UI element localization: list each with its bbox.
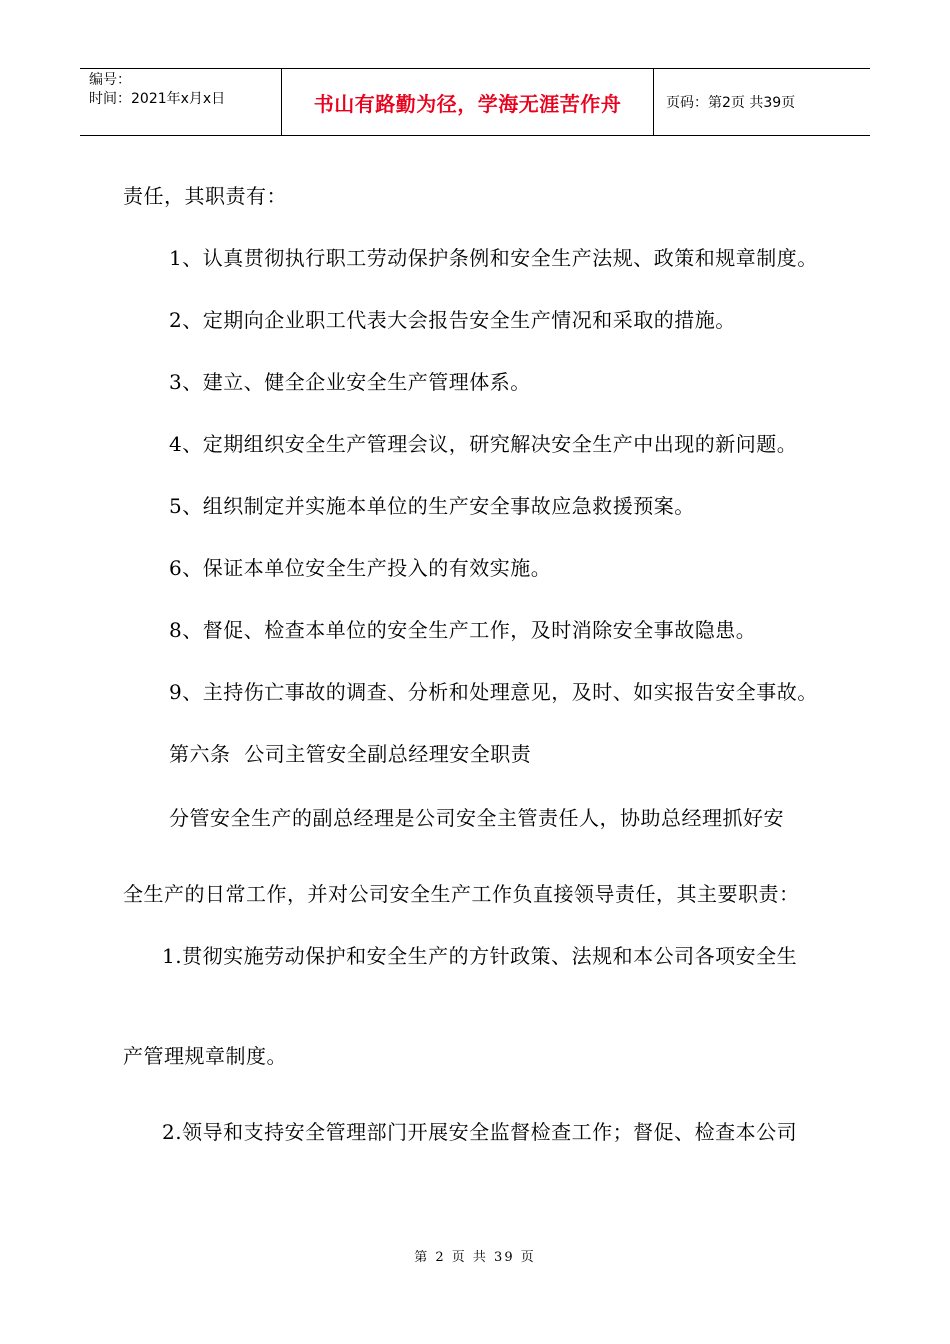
list-item: 2.领导和支持安全管理部门开展安全监督检查工作；督促、检查本公司 (162, 1120, 798, 1144)
list-item: 4、定期组织安全生产管理会议，研究解决安全生产中出现的新问题。 (169, 432, 798, 456)
list-item: 2、定期向企业职工代表大会报告安全生产情况和采取的措施。 (169, 308, 736, 332)
list-item: 1、认真贯彻执行职工劳动保护条例和安全生产法规、政策和规章制度。 (169, 246, 818, 270)
paragraph-line: 全生产的日常工作，并对公司安全生产工作负直接领导责任，其主要职责： (123, 882, 800, 906)
list-item: 3、建立、健全企业安全生产管理体系。 (169, 370, 531, 394)
paragraph-line: 责任，其职责有： (123, 184, 287, 208)
page-footer: 第 2 页 共 39 页 (414, 1250, 536, 1265)
list-item: 8、督促、检查本单位的安全生产工作，及时消除安全事故隐患。 (169, 618, 757, 642)
paragraph-line: 分管安全生产的副总经理是公司安全主管责任人，协助总经理抓好安 (169, 806, 784, 830)
list-item: 9、主持伤亡事故的调查、分析和处理意见，及时、如实报告安全事故。 (169, 680, 818, 704)
document-number-label: 编号： (89, 72, 131, 88)
header-page-info: 页码：第2页 共39页 (666, 95, 796, 111)
document-date: 时间：2021年x月x日 (89, 91, 226, 107)
document-header (80, 68, 870, 136)
section-heading: 第六条 公司主管安全副总经理安全职责 (169, 742, 532, 766)
header-slogan: 书山有路勤为径，学海无涯苦作舟 (281, 69, 654, 135)
paragraph-line: 产管理规章制度。 (123, 1044, 287, 1068)
header-meta (80, 69, 281, 135)
list-item: 6、保证本单位安全生产投入的有效实施。 (169, 556, 552, 580)
list-item: 5、组织制定并实施本单位的生产安全事故应急救援预案。 (169, 494, 695, 518)
list-item: 1.贯彻实施劳动保护和安全生产的方针政策、法规和本公司各项安全生 (162, 944, 798, 968)
